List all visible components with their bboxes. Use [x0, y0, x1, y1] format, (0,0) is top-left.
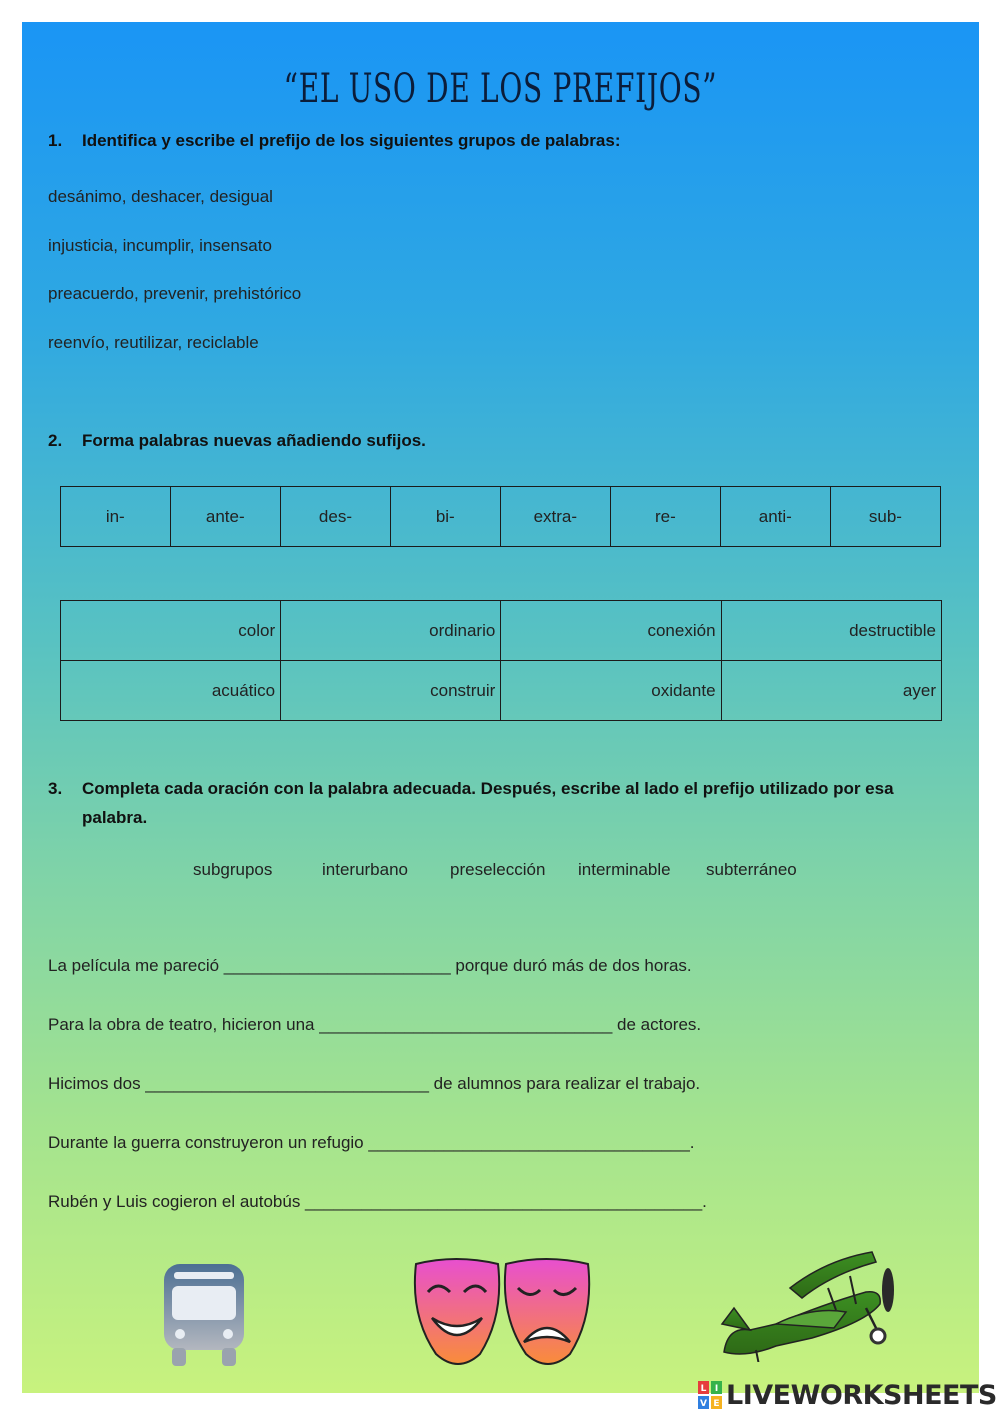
badge-letter: V	[700, 1399, 707, 1409]
liveworksheets-logo-icon	[698, 1381, 722, 1409]
airplane-icon	[716, 1246, 900, 1362]
prefix-cell: in-	[61, 487, 171, 547]
sentence-fill-blank[interactable]: Para la obra de teatro, hicieron una _______________________________ de actores.	[48, 1015, 702, 1034]
root-cell: conexión	[501, 601, 721, 661]
root-word-table	[60, 600, 942, 721]
root-row	[61, 661, 942, 721]
sentence-fill-blank[interactable]: Hicimos dos ______________________________ de alumnos para realizar el trabajo.	[48, 1074, 701, 1093]
badge-letter: E	[713, 1399, 720, 1409]
liveworksheets-watermark	[698, 1380, 997, 1410]
root-cell: color	[61, 601, 281, 661]
question-2-text: Forma palabras nuevas añadiendo sufijos.	[82, 431, 426, 450]
word-group: injusticia, incumplir, insensato	[48, 236, 272, 255]
word-bank-item: subgrupos	[193, 860, 273, 879]
sentence-fill-blank[interactable]: Durante la guerra construyeron un refugio __________________________________.	[48, 1133, 695, 1152]
word-bank-item: interurbano	[322, 860, 409, 879]
root-row	[61, 601, 942, 661]
question-3-text-line1: Completa cada oración con la palabra adecuada. Después, escribe al lado el prefijo utilizado por esa	[82, 779, 894, 798]
prefix-cell: extra-	[500, 487, 611, 547]
question-1-heading	[48, 126, 948, 155]
root-cell: acuático	[61, 661, 281, 721]
question-3-text-line2: palabra.	[82, 808, 148, 827]
worksheet-page	[22, 22, 979, 1393]
prefix-cell: des-	[280, 487, 390, 547]
word-group: desánimo, deshacer, desigual	[48, 187, 273, 206]
badge-letter: I	[714, 1384, 719, 1394]
root-cell: ordinario	[281, 601, 501, 661]
liveworksheets-text: LIVEWORKSHEETS	[726, 1379, 997, 1411]
theater-masks-icon	[410, 1256, 594, 1372]
prefix-cell: anti-	[720, 487, 830, 547]
root-cell: oxidante	[501, 661, 721, 721]
prefix-row	[61, 487, 941, 547]
question-3-number: 3.	[48, 779, 63, 798]
word-group: preacuerdo, prevenir, prehistórico	[48, 284, 302, 303]
root-cell: construir	[281, 661, 501, 721]
prefix-cell: sub-	[830, 487, 940, 547]
badge-letter: L	[700, 1384, 707, 1394]
prefix-cell: ante-	[170, 487, 280, 547]
question-2-number: 2.	[48, 431, 63, 450]
page-title: “EL USO DE LOS PREFIJOS”	[283, 66, 718, 112]
sentence-fill-blank[interactable]: Rubén y Luis cogieron el autobús __________________________________________.	[48, 1192, 707, 1211]
word-group: reenvío, reutilizar, reciclable	[48, 333, 259, 352]
word-bank-item: preselección	[450, 860, 546, 879]
prefix-cell: re-	[611, 487, 721, 547]
word-bank-item: interminable	[578, 860, 671, 879]
question-1-number: 1.	[48, 131, 63, 150]
bus-icon	[160, 1260, 248, 1368]
question-1-text: Identifica y escribe el prefijo de los siguientes grupos de palabras:	[82, 131, 621, 150]
prefix-table	[60, 486, 941, 547]
sentence-fill-blank[interactable]: La película me pareció ________________________ porque duró más de dos horas.	[48, 956, 692, 975]
prefix-cell: bi-	[391, 487, 501, 547]
word-bank-item: subterráneo	[706, 860, 797, 879]
root-cell: ayer	[721, 661, 941, 721]
question-3-heading	[48, 774, 960, 832]
root-cell: destructible	[721, 601, 941, 661]
question-2-heading	[48, 426, 948, 455]
